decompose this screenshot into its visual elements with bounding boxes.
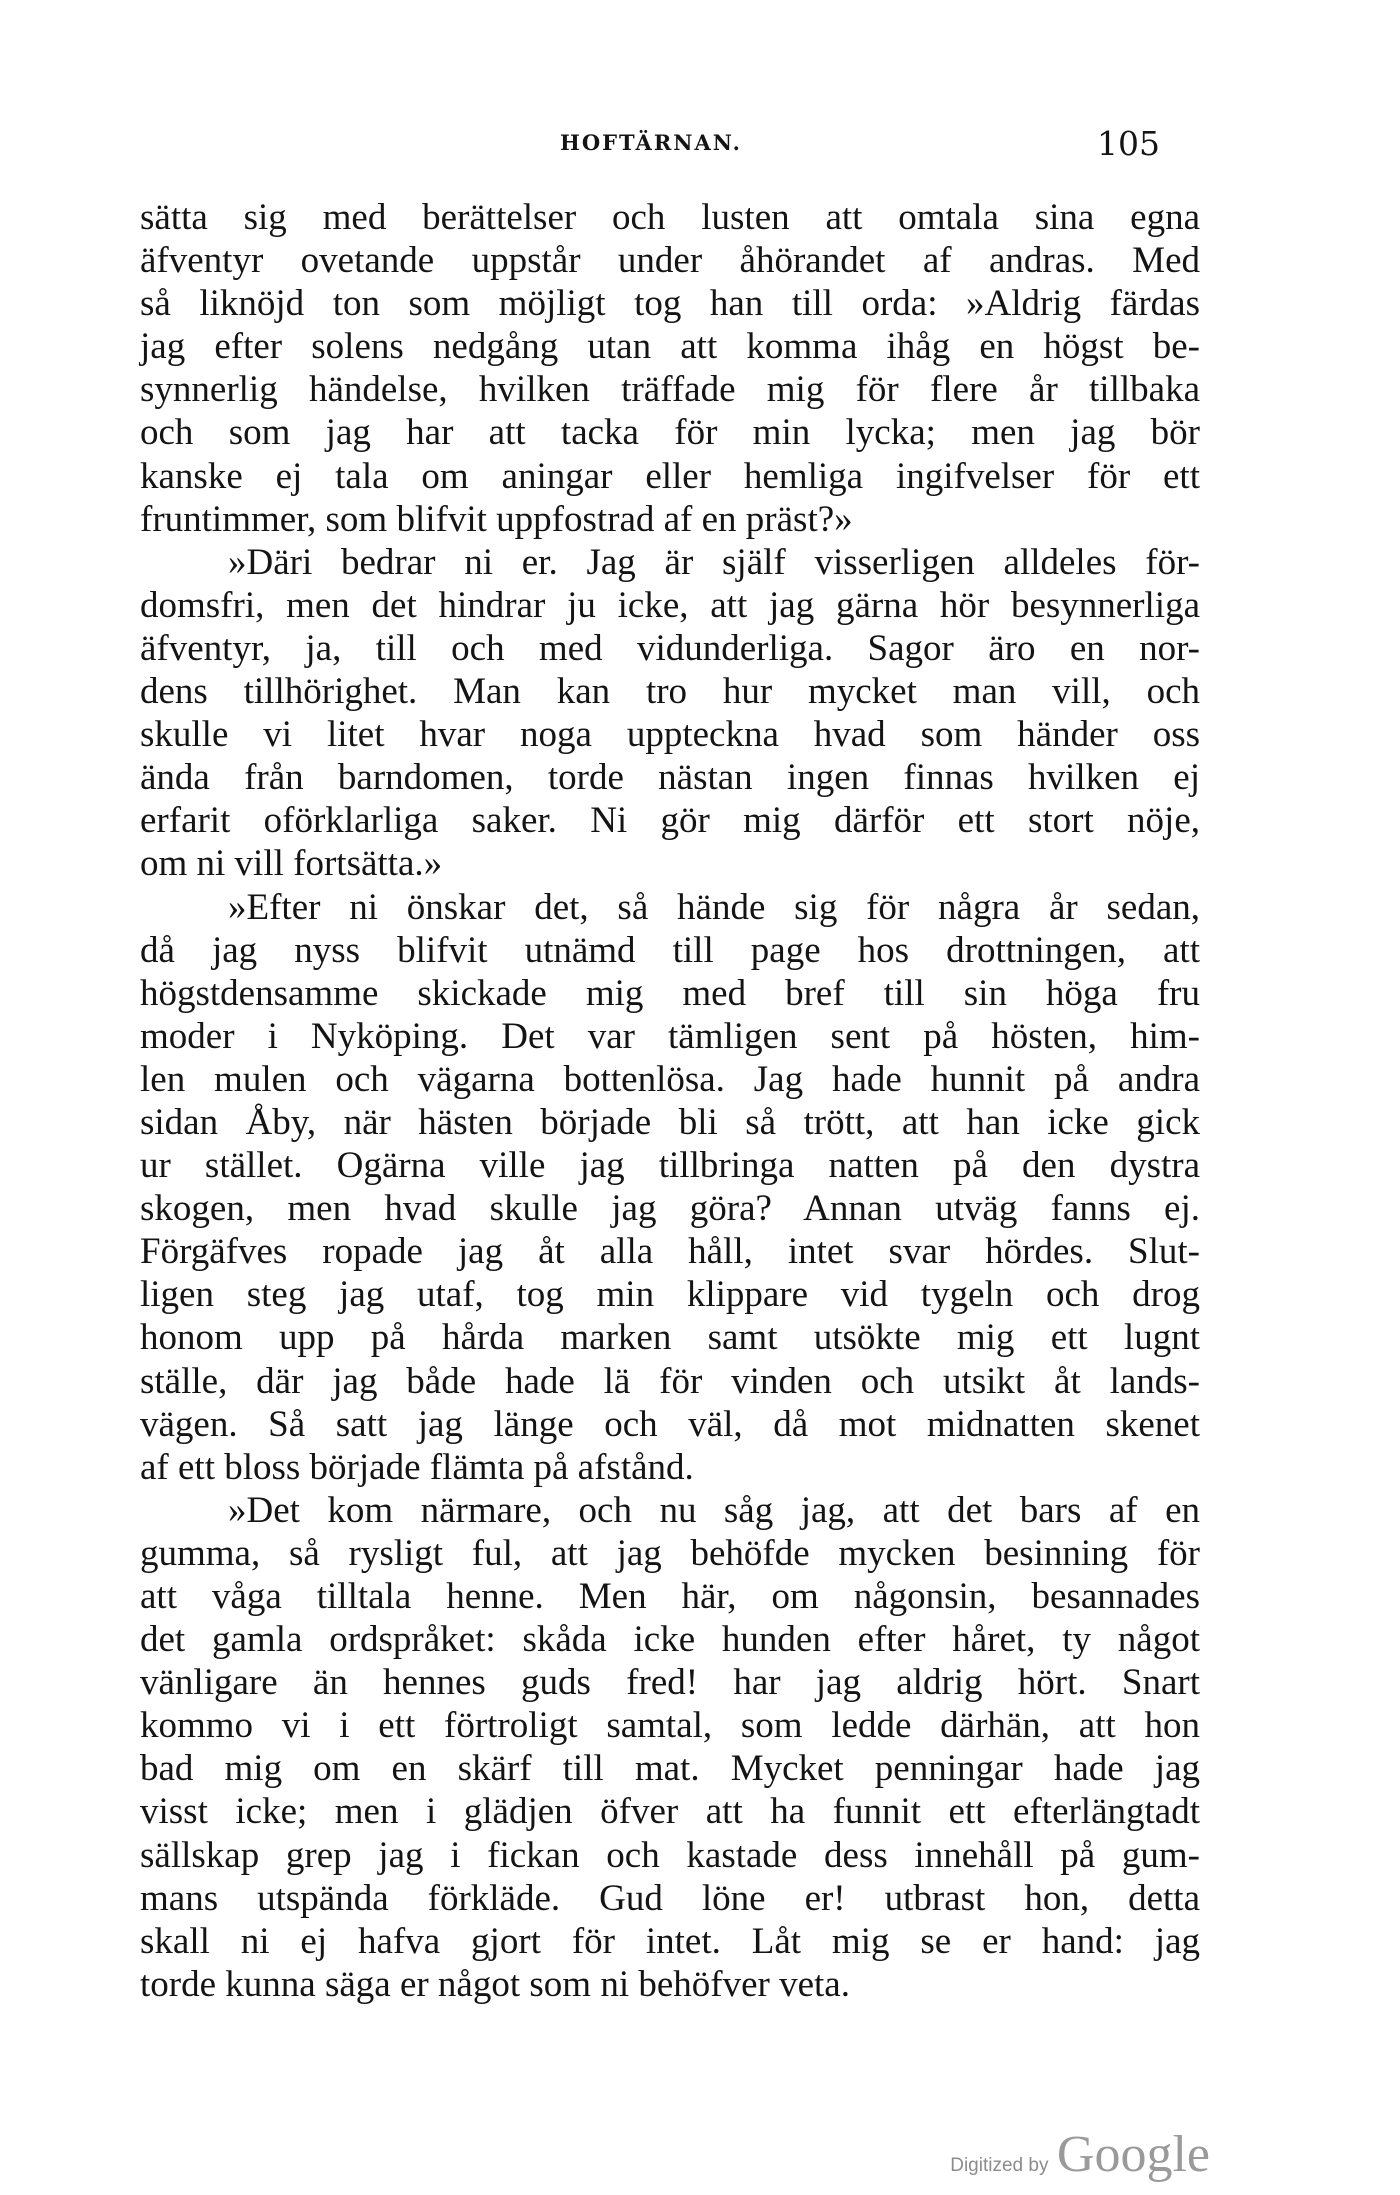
text-line: synnerlig händelse, hvilken träffade mig för flere år tillbaka (140, 369, 1200, 411)
digitization-watermark (950, 2125, 1210, 2184)
body-text (140, 196, 1200, 2006)
text-line: ställe, där jag både hade lä för vinden och utsikt åt lands- (140, 1360, 1200, 1402)
text-line: vägen. Så satt jag länge och väl, då mot midnatten skenet (140, 1403, 1200, 1445)
text-line: honom upp på hårda marken samt utsökte mig ett lugnt (140, 1317, 1200, 1359)
text-line: erfarit oförklarliga saker. Ni gör mig därför ett stort nöje, (140, 800, 1200, 842)
text-line: äfventyr ovetande uppstår under åhörandet af andras. Med (140, 240, 1200, 282)
text-line: så liknöjd ton som möjligt tog han till orda: »Aldrig färdas (140, 283, 1200, 325)
text-line: torde kunna säga er något som ni behöfver veta. (140, 1963, 850, 2005)
text-line: len mulen och vägarna bottenlösa. Jag hade hunnit på andra (140, 1058, 1200, 1100)
text-line: vänligare än hennes guds fred! har jag aldrig hört. Snart (140, 1662, 1200, 1704)
paragraph-first-line: »Det kom närmare, och nu såg jag, att det bars af en (228, 1489, 1200, 1531)
text-line: Förgäfves ropade jag åt alla håll, intet svar hördes. Slut- (140, 1231, 1200, 1273)
text-line: det gamla ordspråket: skåda icke hunden efter håret, ty något (140, 1619, 1200, 1661)
text-line: visst icke; men i glädjen öfver att ha funnit ett efterlängtadt (140, 1791, 1200, 1833)
text-line: skulle vi litet hvar noga uppteckna hvad som händer oss (140, 714, 1200, 756)
text-line: kommo vi i ett förtroligt samtal, som ledde därhän, att hon (140, 1705, 1200, 1747)
text-line: bad mig om en skärf till mat. Mycket penningar hade jag (140, 1748, 1200, 1790)
text-line: mans utspända förkläde. Gud löne er! utbrast hon, detta (140, 1877, 1200, 1919)
text-line: skogen, men hvad skulle jag göra? Annan utväg fanns ej. (140, 1188, 1200, 1230)
text-line: högstdensamme skickade mig med bref till sin höga fru (140, 972, 1200, 1014)
text-line: moder i Nyköping. Det var tämligen sent på hösten, him- (140, 1015, 1200, 1057)
text-line: och som jag har att tacka för min lycka; men jag bör (140, 412, 1200, 454)
text-line: af ett bloss började flämta på afstånd. (140, 1446, 694, 1488)
text-line: ända från barndomen, torde nästan ingen finnas hvilken ej (140, 757, 1200, 799)
watermark-prefix: Digitized by (950, 2155, 1049, 2176)
text-line: sidan Åby, när hästen började bli så trött, att han icke gick (140, 1101, 1200, 1143)
text-line: sällskap grep jag i fickan och kastade dess innehåll på gum- (140, 1834, 1200, 1876)
text-line: ur stället. Ogärna ville jag tillbringa natten på den dystra (140, 1145, 1200, 1187)
text-line: sätta sig med berättelser och lusten att omtala sina egna (140, 197, 1200, 238)
page-number: 105 (1097, 124, 1160, 163)
page-header (140, 124, 1160, 174)
text-line: domsfri, men det hindrar ju icke, att jag gärna hör besynnerliga (140, 584, 1200, 626)
text-line: ligen steg jag utaf, tog min klippare vid tygeln och drog (140, 1274, 1200, 1316)
running-title: HOFTÄRNAN. (560, 130, 742, 155)
text-line: att våga tilltala henne. Men här, om någonsin, besannades (140, 1576, 1200, 1617)
text-line: skall ni ej hafva gjort för intet. Låt mig se er hand: jag (140, 1920, 1200, 1962)
text-line: fruntimmer, som blifvit uppfostrad af en präst?» (140, 498, 853, 540)
text-line: äfventyr, ja, till och med vidunderliga. Sagor äro en nor- (140, 627, 1200, 669)
text-line: om ni vill fortsätta.» (140, 843, 443, 885)
text-line: jag efter solens nedgång utan att komma ihåg en högst be- (140, 326, 1200, 368)
text-line: kanske ej tala om aningar eller hemliga ingifvelser för ett (140, 455, 1200, 497)
paragraph-first-line: »Efter ni önskar det, så hände sig för några år sedan, (228, 886, 1200, 928)
text-line: dens tillhörighet. Man kan tro hur mycket man vill, och (140, 671, 1200, 713)
google-logo: Google (1056, 2126, 1210, 2183)
text-line: då jag nyss blifvit utnämd till page hos drottningen, att (140, 929, 1200, 971)
text-line: gumma, så rysligt ful, att jag behöfde mycken besinning för (140, 1532, 1200, 1574)
paragraph-first-line: »Däri bedrar ni er. Jag är själf visserligen alldeles för- (228, 541, 1200, 583)
